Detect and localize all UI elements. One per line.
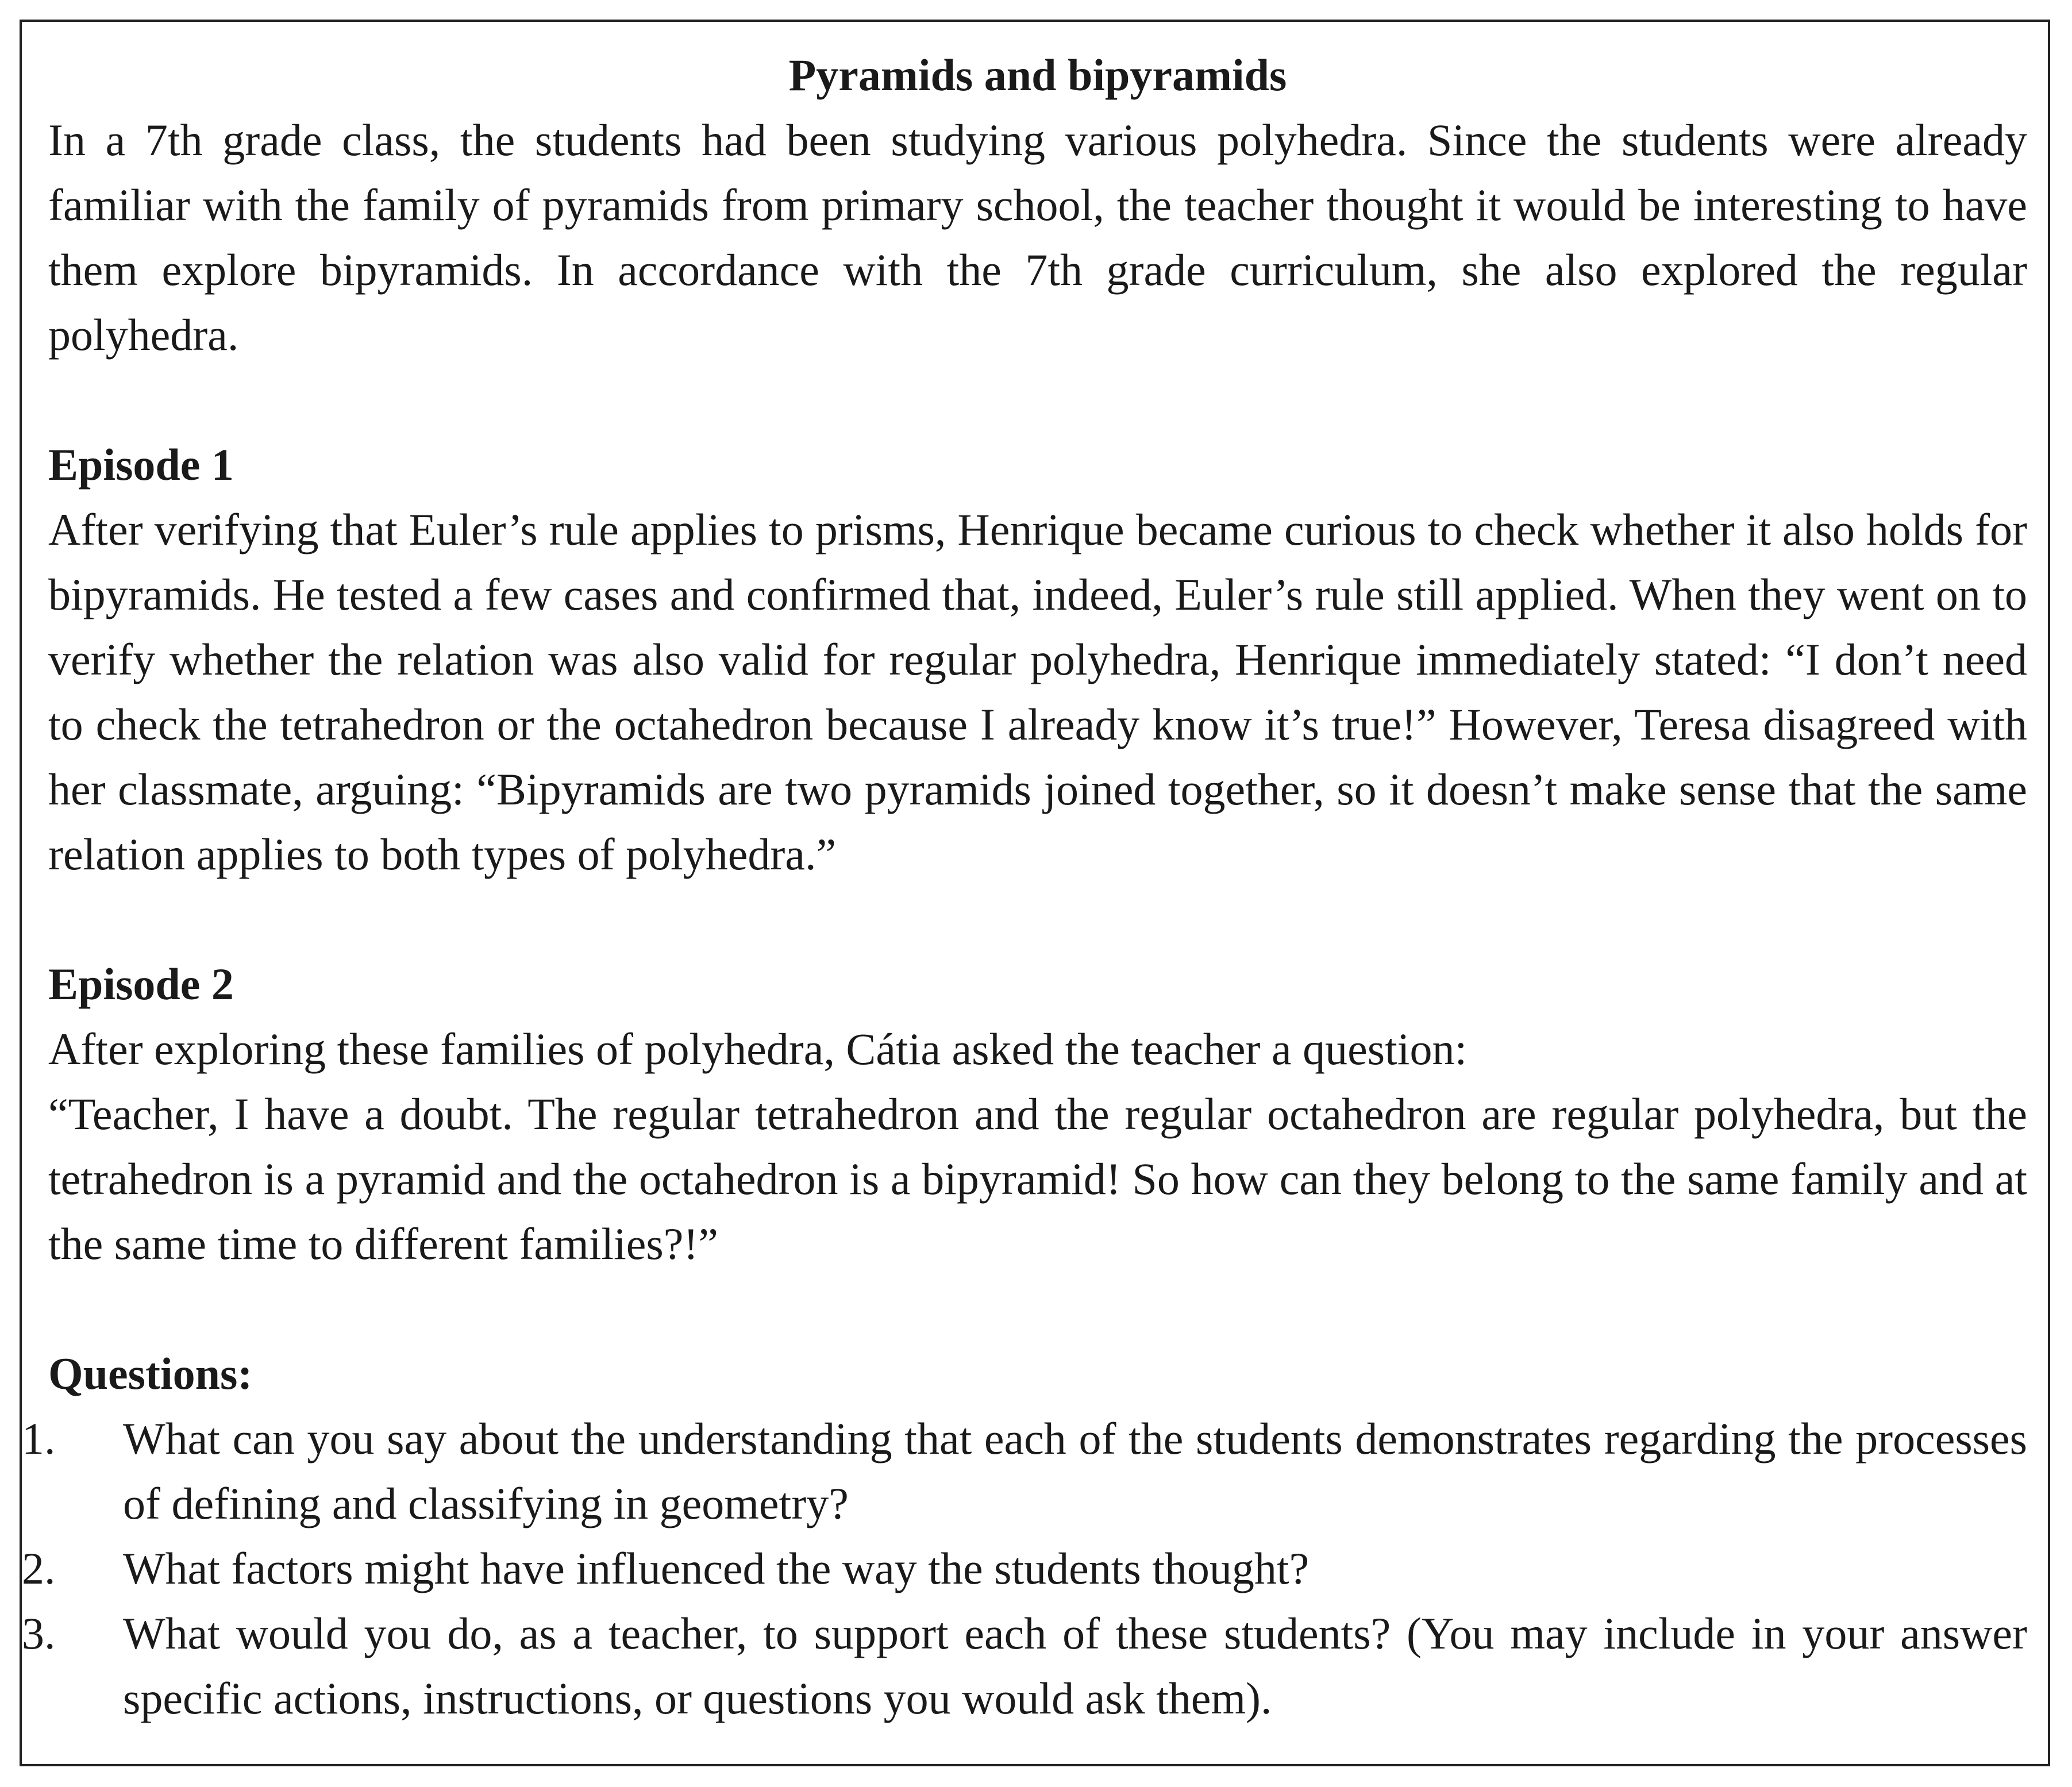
episode-1-paragraph: After verifying that Euler’s rule applies to prisms, Henrique became curious to check whether it also holds for bipyramids. He tested a few cases and confirmed that, indeed, Euler’s rule still applied. When they went on to verify whether the relation was also valid for regular polyhedra, Henrique immediately stated: “I don’t need to check the tetrahedron or the octahedron because I already know it’s true!” However, Teresa disagreed with her classmate, arguing: “Bipyramids are two pyramids joined together, so it doesn’t make sense that the same relation applies to both types of polyhedra.” xyxy=(48,504,2027,879)
question-item xyxy=(22,1536,2027,1601)
spacer xyxy=(48,887,2027,952)
question-text: What can you say about the understanding that each of the students demonstrates regarding the processes of defining and classifying in geometry? xyxy=(123,1414,2027,1528)
episode-2-quote: “Teacher, I have a doubt. The regular tetrahedron and the regular octahedron are regular polyhedra, but the tetrahedron is a pyramid and the octahedron is a bipyramid! So how can they belong to the same family and at the same time to different families?!” xyxy=(48,1089,2027,1269)
episode-2-heading: Episode 2 xyxy=(48,959,234,1009)
case-box xyxy=(20,20,2050,1766)
question-item xyxy=(22,1406,2027,1536)
episode-1-heading: Episode 1 xyxy=(48,440,234,490)
question-item xyxy=(22,1601,2027,1731)
questions-list xyxy=(22,1406,2027,1731)
case-content xyxy=(22,43,2027,1731)
question-text: What factors might have influenced the way the students thought? xyxy=(123,1543,1310,1593)
episode-2-intro: After exploring these families of polyhedra, Cátia asked the teacher a question: xyxy=(48,1024,1468,1074)
intro-paragraph: In a 7th grade class, the students had been studying various polyhedra. Since the students were already familiar with the family of pyramids from primary school, the teacher thought it would be interesting to have them explore bipyramids. In accordance with the 7th grade curriculum, she also explored the regular polyhedra. xyxy=(48,115,2027,360)
spacer xyxy=(48,367,2027,432)
question-number: 3. xyxy=(22,1608,56,1658)
questions-heading: Questions: xyxy=(48,1349,253,1399)
case-title: Pyramids and bipyramids xyxy=(788,50,1287,100)
question-number: 1. xyxy=(22,1414,56,1464)
question-number: 2. xyxy=(22,1543,56,1593)
question-text: What would you do, as a teacher, to support each of these students? (You may include in your answer specific actions, instructions, or questions you would ask them). xyxy=(123,1608,2027,1723)
spacer xyxy=(48,1276,2027,1341)
